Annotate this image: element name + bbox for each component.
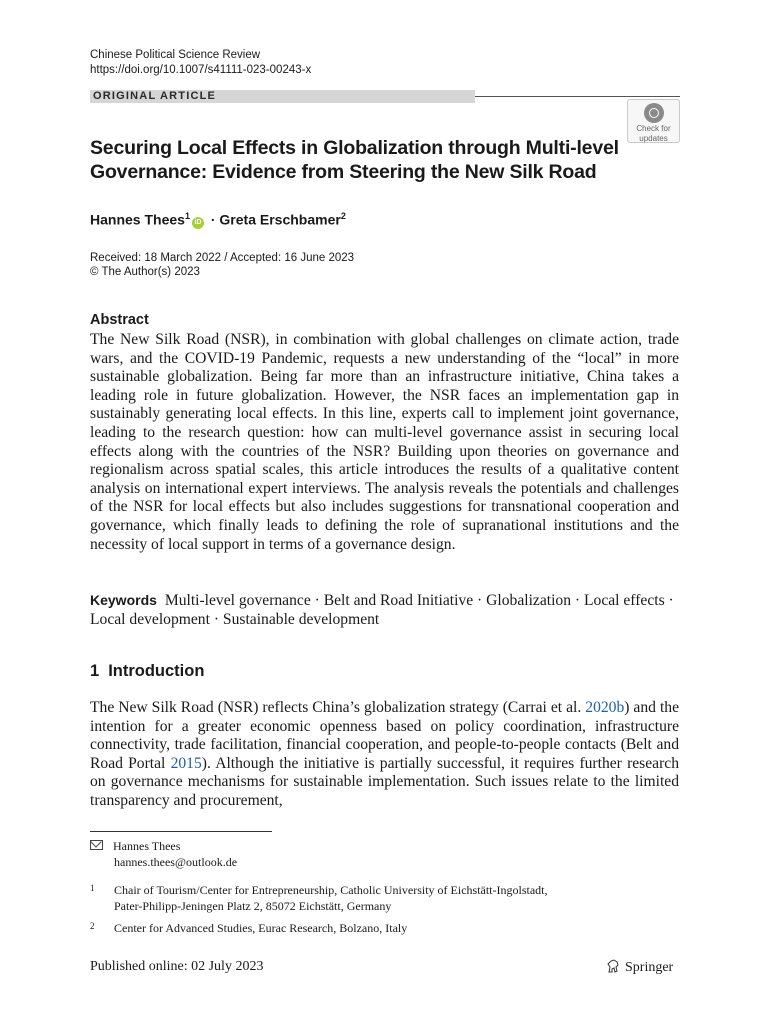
section-heading xyxy=(90,662,204,681)
badge-line1: Check for xyxy=(636,124,671,133)
springer-horse-icon xyxy=(605,958,621,974)
article-title: Securing Local Effects in Globalization through Multi-level Governance: Evidence from Steering the New Silk Road xyxy=(90,137,619,183)
affiliation-line: Center for Advanced Studies, Eurac Research, Bolzano, Italy xyxy=(114,921,408,935)
section-number: 1 xyxy=(90,662,100,680)
affiliation xyxy=(90,882,690,916)
corr-name: Hannes Thees xyxy=(113,839,181,853)
affiliation-line: Chair of Tourism/Center for Entrepreneurship, Catholic University of Eichstätt-Ingolstadt, xyxy=(114,883,548,897)
footnote-rule xyxy=(90,831,272,832)
author-name[interactable]: Hannes Thees xyxy=(90,211,185,228)
keywords-label: Keywords xyxy=(90,592,157,608)
author-affiliation-mark: 1 xyxy=(184,211,190,221)
journal-header xyxy=(90,48,311,78)
keywords-text: Multi-level governance · Belt and Road Initiative · Globalization · Local effects · Local development · Sustainable development xyxy=(90,592,674,628)
envelope-icon xyxy=(90,840,103,850)
author-affiliation-mark: 2 xyxy=(340,211,346,221)
journal-name: Chinese Political Science Review xyxy=(90,49,261,61)
corr-email[interactable]: hannes.thees@outlook.de xyxy=(114,855,238,869)
published-online: Published online: 02 July 2023 xyxy=(90,959,264,974)
citation-link[interactable]: 2020b xyxy=(585,699,625,716)
abstract-text: The New Silk Road (NSR), in combination with global challenges on climate action, trade wars, and the COVID-19 Pandemic, requests a new understanding of the “local” in more sustainable globalization. Being far more than an infrastructure initiative, China takes a leading role in future globalization. However, the NSR faces an implementation gap in sustainably generating local effects. In this line, experts call to implement joint governance, leading to the research question: how can multi-level governance assist in securing local effects along with the countries of the NSR? Building upon theories on governance and regionalism across spatial scales, this article introduces the results of a qualitative content analysis on international expert interviews. The analysis reveals the potentials and challenges of the NSR for local effects but also includes suggestions for transnational cooperation and governance, which finally leads to defining the role of supranational institutions and the necessity of local support in terms of a governance design. xyxy=(90,331,679,553)
publisher-logo xyxy=(605,958,673,976)
affiliation xyxy=(90,920,690,938)
affiliation-mark: 1 xyxy=(90,883,95,893)
author-separator: · xyxy=(206,211,220,228)
orcid-icon[interactable]: iD xyxy=(192,217,204,229)
affiliation-mark: 2 xyxy=(90,921,95,931)
abstract-heading: Abstract xyxy=(90,312,149,328)
citation-link[interactable]: 2015 xyxy=(170,754,202,772)
keywords xyxy=(90,591,679,629)
affiliation-line: Pater-Philipp-Jeningen Platz 2, 85072 Eichstätt, Germany xyxy=(114,899,392,913)
received-accepted: Received: 18 March 2022 / Accepted: 16 June 2023 xyxy=(90,252,355,264)
article-type-label: ORIGINAL ARTICLE xyxy=(93,90,217,102)
author-name[interactable]: Greta Erschbamer xyxy=(219,211,341,228)
intro-paragraph xyxy=(90,699,679,811)
copyright: © The Author(s) 2023 xyxy=(90,266,200,278)
author-list xyxy=(90,207,346,229)
intro-text: The New Silk Road (NSR) reflects China’s globalization strategy (Carrai et al. xyxy=(90,699,586,716)
article-dates xyxy=(90,251,354,279)
header-rule xyxy=(475,96,680,97)
section-title: Introduction xyxy=(108,662,205,680)
update-check-icon xyxy=(644,103,664,123)
publisher-name: Springer xyxy=(625,960,674,975)
intro-text: ) and the intention for a greater economic openness based on policy coordination, infrastructure connectivity, trade facilitation, financial cooperation, and people-to-people contacts (Belt and Road Portal xyxy=(90,699,679,772)
badge-line2: updates xyxy=(639,134,668,143)
doi-link[interactable]: https://doi.org/10.1007/s41111-023-00243-x xyxy=(90,64,312,76)
intro-text: ). Although the initiative is partially successful, it requires further research on governance mechanisms for sustainable implementation. Such issues relate to the limited transparency and procurement, xyxy=(90,754,680,809)
corresponding-author xyxy=(90,838,237,870)
check-for-updates-badge[interactable] xyxy=(627,99,680,143)
